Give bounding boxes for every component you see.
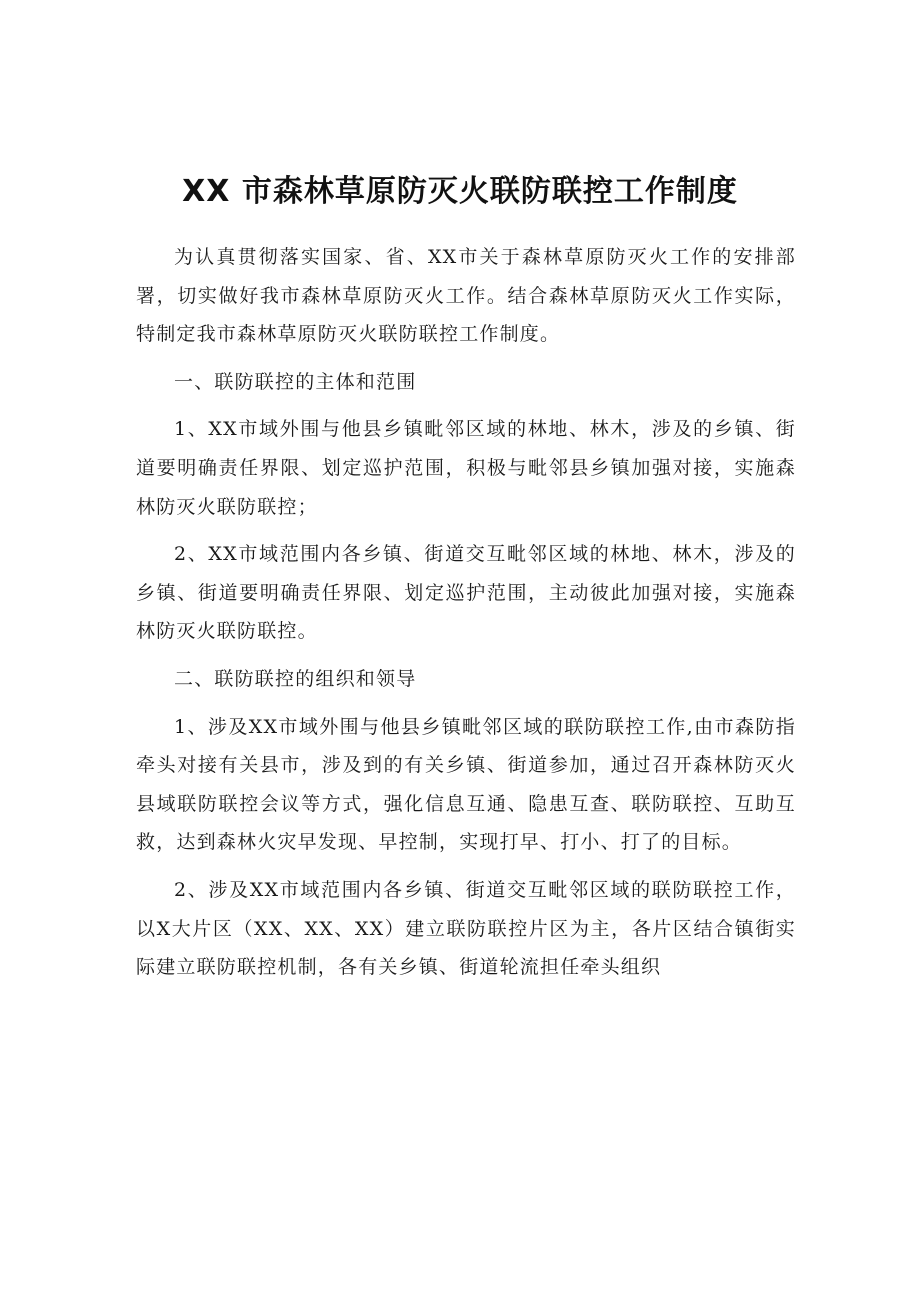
document-title: XX 市森林草原防灭火联防联控工作制度 <box>182 174 738 209</box>
section-heading-2: 二、联防联控的组织和领导 <box>174 667 417 690</box>
section-heading-1: 一、联防联控的主体和范围 <box>174 370 417 393</box>
section-2-item-1: 1、涉及XX市域外围与他县乡镇毗邻区域的联防联控工作,由市森防指牵头对接有关县市，涉及到的有关乡镇、街道参加，通过召开森林防灭火县域联防联控会议等方式，强化信息互通、隐患互查、联防联控、互助互救，达到森林火灾早发现、早控制，实现打早、打小、打了的目标。 <box>136 715 796 854</box>
intro-paragraph: 为认真贯彻落实国家、省、XX市关于森林草原防灭火工作的安排部署，切实做好我市森林草原防灭火工作。结合森林草原防灭火工作实际，特制定我市森林草原防灭火联防联控工作制度。 <box>136 246 796 346</box>
document-body <box>136 238 796 996</box>
section-2-item-2: 2、涉及XX市域范围内各乡镇、街道交互毗邻区域的联防联控工作，以X大片区（XX、XX、XX）建立联防联控片区为主，各片区结合镇街实际建立联防联控机制，各有关乡镇、街道轮流担任牵头组织 <box>136 878 796 979</box>
section-1-item-1: 1、XX市域外围与他县乡镇毗邻区域的林地、林木，涉及的乡镇、街道要明确责任界限、划定巡护范围，积极与毗邻县乡镇加强对接，实施森林防灭火联防联控； <box>136 418 796 518</box>
section-1-item-2: 2、XX市域范围内各乡镇、街道交互毗邻区域的林地、林木，涉及的乡镇、街道要明确责任界限、划定巡护范围，主动彼此加强对接，实施森林防灭火联防联控。 <box>136 543 796 643</box>
